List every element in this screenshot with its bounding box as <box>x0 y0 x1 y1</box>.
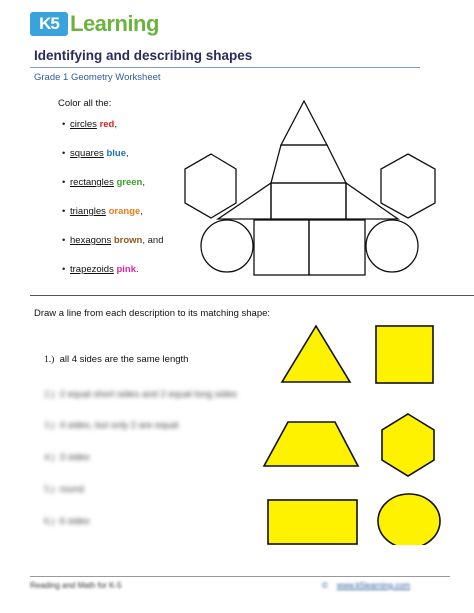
matching-shapes <box>258 320 448 545</box>
color-item-trapezoids: • trapezoids pink. <box>62 264 139 275</box>
color-instructions-title: Color all the: <box>58 98 112 109</box>
left-hexagon <box>185 154 236 218</box>
logo-badge: K5 <box>30 12 68 36</box>
k5-learning-logo <box>30 8 170 38</box>
color-instructions-list <box>62 119 163 293</box>
description-3: 3.) 4 sides, but only 2 are equal <box>44 420 179 431</box>
right-square <box>309 220 365 275</box>
left-square <box>254 220 309 275</box>
page-title: Identifying and describing shapes <box>34 48 253 63</box>
middle-rectangle <box>271 183 346 219</box>
footer-link[interactable] <box>322 581 410 590</box>
right-circle <box>366 220 418 272</box>
copyright-symbol: © <box>322 581 328 590</box>
circle-icon <box>378 494 440 545</box>
left-triangle <box>218 183 271 219</box>
trapezoid-upper <box>271 145 346 183</box>
right-triangle <box>346 183 398 219</box>
description-6: 6.) 6 sides <box>44 516 90 527</box>
square-icon <box>376 326 433 383</box>
description-4: 4.) 3 sides <box>44 452 90 463</box>
triangle-icon <box>282 326 350 382</box>
color-item-triangles: • triangles orange, <box>62 206 143 217</box>
hexagon-icon <box>382 414 434 476</box>
title-divider <box>30 67 420 68</box>
page-subtitle: Grade 1 Geometry Worksheet <box>34 72 161 83</box>
color-item-circles: • circles red, <box>62 119 117 130</box>
color-item-rectangles: • rectangles green, <box>62 177 145 188</box>
description-1: 1.) all 4 sides are the same length <box>44 354 189 365</box>
footer-divider <box>30 576 450 577</box>
shape-coloring-picture <box>178 98 444 282</box>
left-circle <box>201 220 253 272</box>
matching-instructions-title: Draw a line from each description to its matching shape: <box>34 308 271 319</box>
trapezoid-icon <box>264 422 358 466</box>
description-5: 5.) round <box>44 484 84 495</box>
footer-url[interactable]: www.k5learning.com <box>336 581 411 590</box>
color-item-squares: • squares blue, <box>62 148 129 159</box>
section-divider <box>30 295 474 296</box>
logo-wordmark: Learning <box>70 11 159 36</box>
rectangle-icon <box>268 500 357 544</box>
right-hexagon <box>381 154 435 218</box>
color-item-hexagons: • hexagons brown, and <box>62 235 164 246</box>
description-2: 2.) 2 equal short sides and 2 equal long sides <box>44 389 238 400</box>
footer-text: Reading and Math for K-5 <box>30 581 122 590</box>
top-triangle <box>281 101 327 145</box>
